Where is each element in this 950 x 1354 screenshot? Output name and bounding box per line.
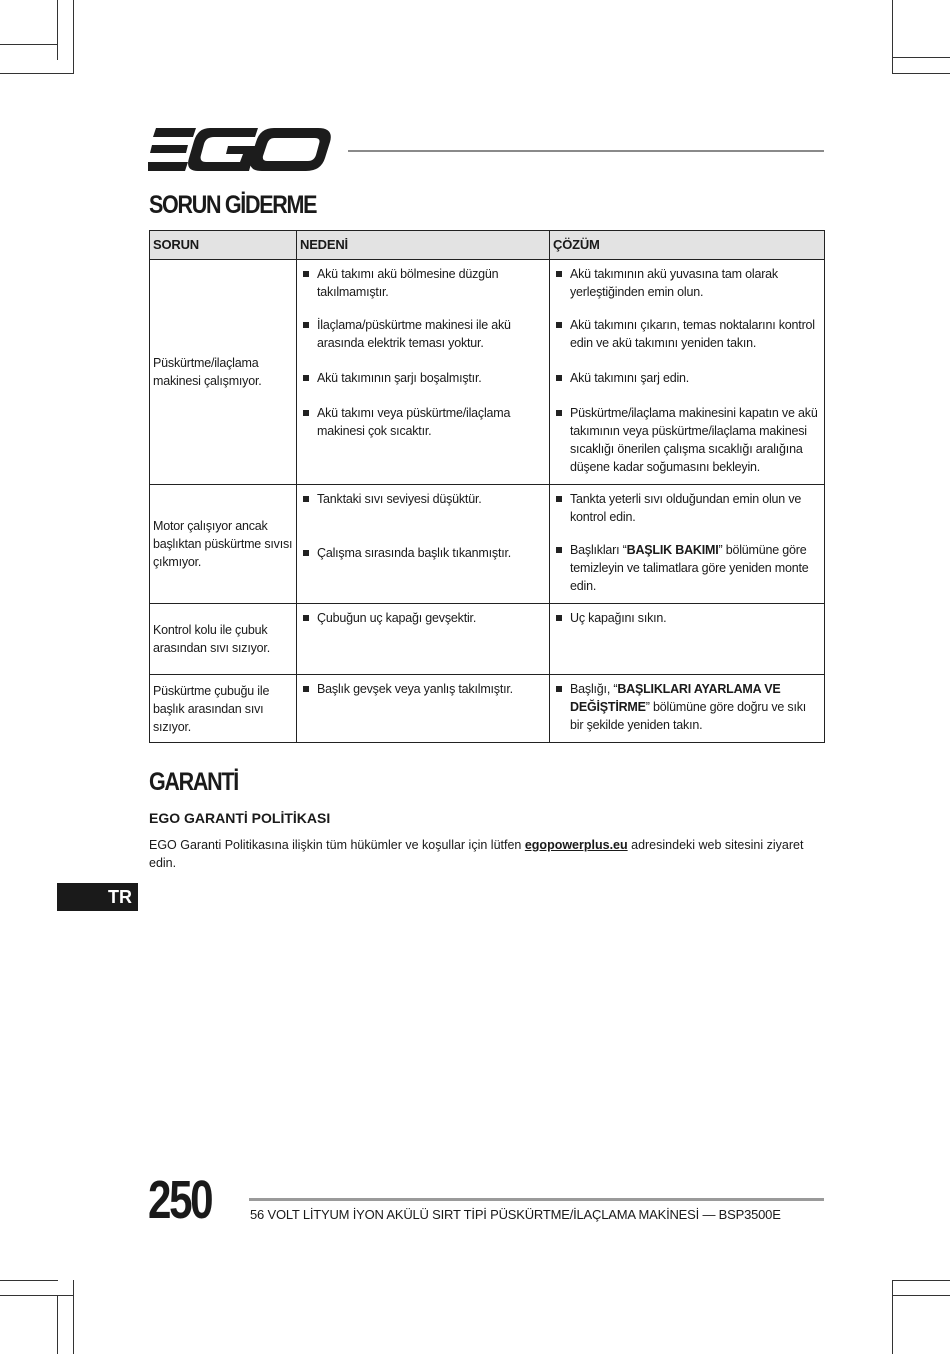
bullet-icon (303, 550, 309, 556)
solution-cell (550, 675, 825, 743)
table-row (150, 675, 825, 743)
problem-cell: Motor çalışıyor ancak başlıktan püskürtme sıvısı çıkmıyor. (150, 485, 297, 604)
header-rule (348, 150, 824, 152)
bullet-icon (556, 375, 562, 381)
warranty-policy-heading: EGO GARANTİ POLİTİKASI (149, 810, 331, 826)
section-title-warranty: GARANTİ (149, 768, 238, 796)
table-row (150, 604, 825, 675)
solution-item: Püskürtme/ilaçlama makinesini kapatın ve akü takımının veya püskürtme/ilaçlama makinesi sıcaklığı önerilen çalışma sıcaklığı aralığına düşene kadar soğumasını bekleyin. (553, 404, 821, 476)
solution-item: Akü takımını şarj edin. (553, 369, 821, 387)
column-header-cause: NEDENİ (297, 231, 550, 260)
cause-item: Akü takımı veya püskürtme/ilaçlama makinesi çok sıcaktır. (300, 404, 546, 440)
bullet-icon (303, 271, 309, 277)
problem-cell: Püskürtme/ilaçlama makinesi çalışmıyor. (150, 260, 297, 485)
cause-item: Çubuğun uç kapağı gevşektir. (300, 609, 546, 627)
cause-item: Başlık gevşek veya yanlış takılmıştır. (300, 680, 546, 698)
solution-item: Akü takımının akü yuvasına tam olarak yerleştiğinden emin olun. (553, 265, 821, 301)
language-tab: TR (57, 883, 138, 911)
cause-item: Tanktaki sıvı seviyesi düşüktür. (300, 490, 546, 508)
crop-mark (57, 1295, 58, 1354)
crop-mark (0, 1280, 58, 1281)
footer-product-title: 56 VOLT LİTYUM İYON AKÜLÜ SIRT TİPİ PÜSKÜRTME/İLAÇLAMA MAKİNESİ — BSP3500E (250, 1207, 781, 1222)
problem-cell: Püskürtme çubuğu ile başlık arasından sıvı sızıyor. (150, 675, 297, 743)
cause-cell (297, 604, 550, 675)
crop-mark (892, 0, 893, 74)
cause-cell (297, 675, 550, 743)
table-row (150, 485, 825, 604)
section-reference: BAŞLIK BAKIMI (626, 543, 719, 557)
cause-item: Çalışma sırasında başlık tıkanmıştır. (300, 544, 546, 562)
column-header-solution: ÇÖZÜM (550, 231, 825, 260)
section-reference: BAŞLIKLARI AYARLAMA VE DEĞİŞTİRME (570, 682, 781, 714)
table-header-row (150, 231, 825, 260)
crop-mark (57, 0, 58, 60)
bullet-icon (303, 496, 309, 502)
bullet-icon (556, 410, 562, 416)
solution-cell (550, 485, 825, 604)
crop-mark (892, 1295, 950, 1296)
crop-mark (73, 0, 74, 74)
cause-item: Akü takımı akü bölmesine düzgün takılmamıştır. (300, 265, 546, 301)
warranty-paragraph: EGO Garanti Politikasına ilişkin tüm hükümler ve koşullar için lütfen egopowerplus.eu adresindeki web sitesini ziyaret edin. (149, 838, 804, 870)
bullet-icon (556, 686, 562, 692)
crop-mark (892, 1280, 893, 1354)
solution-cell (550, 604, 825, 675)
crop-mark (892, 73, 950, 74)
bullet-icon (556, 322, 562, 328)
footer-rule (249, 1198, 824, 1201)
solution-item: Başlığı, “BAŞLIKLARI AYARLAMA VE DEĞİŞTİRME” bölümüne göre doğru ve sıkı bir şekilde yeniden takın. (553, 680, 821, 734)
table-row (150, 260, 825, 485)
crop-mark (892, 57, 950, 58)
solution-item: Akü takımını çıkarın, temas noktalarını kontrol edin ve akü takımını yeniden takın. (553, 316, 821, 352)
cause-item: Akü takımının şarjı boşalmıştır. (300, 369, 546, 387)
warranty-website-link[interactable]: egopowerplus.eu (524, 838, 628, 852)
bullet-icon (303, 322, 309, 328)
solution-item: Tankta yeterli sıvı olduğundan emin olun ve kontrol edin. (553, 490, 821, 526)
crop-mark (0, 73, 74, 74)
bullet-icon (556, 496, 562, 502)
bullet-icon (303, 686, 309, 692)
crop-mark (892, 1280, 950, 1281)
cause-item: İlaçlama/püskürtme makinesi ile akü arasında elektrik teması yoktur. (300, 316, 546, 352)
troubleshooting-table (149, 230, 825, 743)
bullet-icon (303, 375, 309, 381)
column-header-problem: SORUN (150, 231, 297, 260)
bullet-icon (303, 615, 309, 621)
crop-mark (73, 1280, 74, 1354)
cause-cell (297, 485, 550, 604)
solution-item: Başlıkları “BAŞLIK BAKIMI” bölümüne göre temizleyin ve talimatlara göre yeniden monte edin. (553, 541, 821, 595)
crop-mark (0, 1295, 74, 1296)
bullet-icon (303, 410, 309, 416)
problem-cell: Kontrol kolu ile çubuk arasından sıvı sızıyor. (150, 604, 297, 675)
bullet-icon (556, 271, 562, 277)
solution-item: Uç kapağını sıkın. (553, 609, 821, 627)
bullet-icon (556, 615, 562, 621)
section-title-troubleshooting: SORUN GİDERME (149, 191, 317, 219)
crop-mark (0, 44, 58, 45)
bullet-icon (556, 547, 562, 553)
ego-logo (148, 128, 332, 172)
cause-cell (297, 260, 550, 485)
solution-cell (550, 260, 825, 485)
page-number: 250 (148, 1170, 212, 1230)
